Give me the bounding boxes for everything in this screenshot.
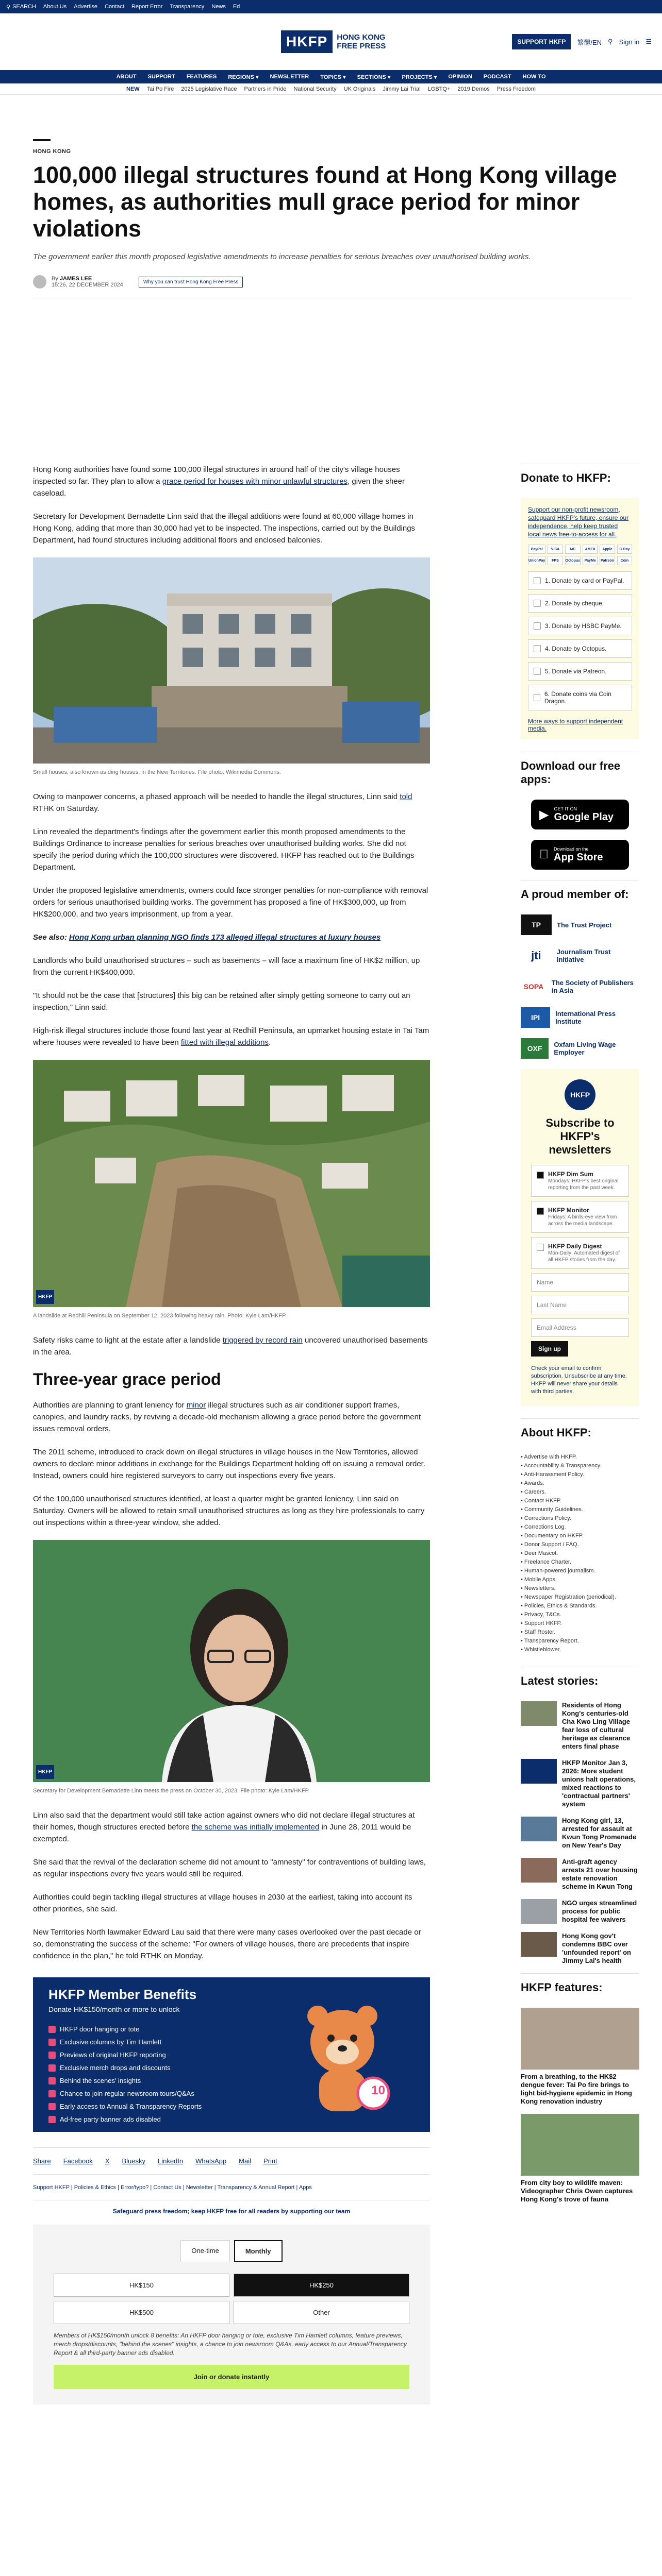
paragraph: Of the 100,000 unauthorised structures identified, at least a quarter might be granted leniency, Linn said on Saturday. Owners will be allowed to retain small unauthorised structures as long as they hire professionals to carry out inspections within a three-year window, she added.: [33, 1495, 425, 1527]
trending-item[interactable]: Tai Po Fire: [146, 86, 174, 92]
share-bar: [33, 2147, 430, 2175]
newsletter-title: Subscribe to HKFP's newsletters: [545, 1116, 615, 1156]
share-mail[interactable]: Mail: [239, 2157, 251, 2165]
section-heading: Three-year grace period: [33, 1370, 221, 1388]
paragraph: Linn also said that the department would still take action against owners who did not declare illegal structures at their homes, though structures erected before the scheme was initially implemented in June 28, 2011 would be exempted.: [33, 1811, 415, 1843]
ipi-logo[interactable]: IPI International Press Institute: [521, 1007, 639, 1028]
payment-icon: Apple: [600, 545, 615, 554]
donate-option-cheque[interactable]: 2. Donate by cheque.: [528, 594, 632, 613]
latest-story[interactable]: Anti-graft agency arrests 21 over housing estate renovation scheme in Kwun Tong: [521, 1858, 639, 1891]
figure-ding-houses: [33, 557, 430, 778]
feature-story[interactable]: From city boy to wildlife maven: Videographer Chris Owen captures Hong Kong's trove of fauna: [521, 2114, 639, 2204]
trending-item[interactable]: Press Freedom: [496, 86, 536, 92]
trust-badge[interactable]: Why you can trust Hong Kong Free Press: [139, 277, 243, 287]
about-link[interactable]: • Accountability & Transparency.: [521, 1462, 639, 1470]
nav-support[interactable]: SUPPORT: [147, 74, 175, 80]
share-linkedin[interactable]: LinkedIn: [158, 2157, 184, 2165]
donation-amounts: [54, 2274, 409, 2324]
about-link[interactable]: • Policies, Ethics & Standards.: [521, 1602, 639, 1611]
benefit-item: Exclusive merch drops and discounts: [48, 2061, 415, 2074]
topbar-link-advertise[interactable]: Advertise: [74, 4, 98, 10]
share-bluesky[interactable]: Bluesky: [122, 2157, 145, 2165]
benefit-item: Exclusive columns by Tim Hamlett: [48, 2036, 415, 2048]
about-link[interactable]: • Careers.: [521, 1488, 639, 1497]
nav-sections[interactable]: SECTIONS ▾: [357, 74, 391, 80]
see-also: See also: Hong Kong urban planning NGO finds 173 alleged illegal structures at luxury houses: [33, 933, 381, 942]
topbar-link-transparency[interactable]: Transparency: [170, 4, 205, 10]
benefit-item: Early access to Annual & Transparency Reports: [48, 2100, 415, 2113]
nav-features[interactable]: FEATURES: [186, 74, 217, 80]
join-donate-button[interactable]: Join or donate instantly: [54, 2365, 409, 2389]
topbar-link-about[interactable]: About Us: [43, 4, 67, 10]
about-link[interactable]: • Privacy, T&Cs.: [521, 1611, 639, 1619]
paragraph: The 2011 scheme, introduced to crack down on illegal structures in village houses in the New Territories, allowed owners to declare minor additions in exchange for the Buildings Department holding off on issuing a removal order. Instead, owners could hire registered surveyors to carry out inspections every five years.: [33, 1448, 425, 1480]
about-link[interactable]: • Freelance Charter.: [521, 1558, 639, 1567]
payment-icon: UnionPay: [528, 556, 545, 565]
features-title: HKFP features:: [521, 1973, 639, 2002]
site-logo[interactable]: [281, 30, 386, 53]
member-benefits-banner[interactable]: [33, 1977, 430, 2132]
topbar-link-news[interactable]: News: [211, 4, 226, 10]
donate-option-card[interactable]: 1. Donate by card or PayPal.: [528, 571, 632, 590]
play-store-icon: ▶: [539, 807, 549, 822]
figure-redhill: [33, 1060, 430, 1322]
member-title: HKFP Member Benefits: [48, 1987, 197, 2002]
hkfp-watermark: HKFP: [36, 1290, 54, 1304]
latest-title: Latest stories:: [521, 1667, 639, 1695]
main-nav: [0, 70, 662, 83]
support-hkfp-button[interactable]: SUPPORT HKFP: [512, 34, 571, 49]
payment-icon: Coin: [617, 556, 632, 565]
paragraph: Landlords who build unauthorised structures – such as basements – will face a maximum fine of HK$2 million, up from the current HK$400,000.: [33, 956, 420, 977]
payment-icon: PayPal: [528, 545, 545, 554]
signup-button[interactable]: Sign up: [531, 1341, 568, 1357]
trending-item[interactable]: 2019 Demos: [457, 86, 490, 92]
apple-icon: [539, 848, 549, 862]
search-link[interactable]: ⚲ SEARCH: [6, 4, 36, 10]
donate-box: [521, 498, 639, 739]
payment-icon: Patreon: [600, 556, 615, 565]
payment-icon: VISA: [548, 545, 562, 554]
paragraph: Owing to manpower concerns, a phased approach will be needed to handle the illegal structures, Linn said told RTHK on Saturday.: [33, 792, 412, 813]
payment-methods: [528, 545, 632, 565]
logo-mark: HKFP: [281, 30, 333, 53]
see-also-link[interactable]: Hong Kong urban planning NGO finds 173 alleged illegal structures at luxury houses: [69, 933, 381, 942]
member-of-title: A proud member of:: [521, 880, 639, 908]
photo-ding-houses: [33, 557, 430, 764]
feature-thumbnail: [521, 2008, 639, 2070]
about-link[interactable]: • Corrections Policy.: [521, 1514, 639, 1523]
newsletter-fine-print: Check your email to confirm subscription. Unsubscribe at any time. HKFP will never share your details with third parties.: [531, 1365, 627, 1395]
article-body: [33, 464, 430, 2404]
share-whatsapp[interactable]: WhatsApp: [195, 2157, 227, 2165]
trending-item[interactable]: UK Originals: [343, 86, 376, 92]
story-thumbnail: [521, 1817, 557, 1841]
amount-option-selected[interactable]: HK$250: [234, 2274, 409, 2297]
paragraph: New Territories North lawmaker Edward Lau said that there were many cases overlooked over the past decade or so, demonstrating the success of the scheme: "For owners of village houses, there are precedents that inspire confidence in the plan," he told RTHK on Monday.: [33, 1928, 421, 1960]
paragraph: Secretary for Development Bernadette Linn said that the illegal additions were found at 60,000 village homes in Hong Kong, adding that more than 30,000 had yet to be inspected. The inspections, carried out by the Buildings Department, had found structures including additional floors and enclosed balconies.: [33, 512, 416, 545]
donate-title: Donate to HKFP:: [521, 464, 639, 492]
search-icon: ⚲: [6, 4, 11, 10]
tab-one-time[interactable]: One-time: [180, 2240, 229, 2262]
about-link[interactable]: • Community Guidelines.: [521, 1505, 639, 1514]
figure-caption: Small houses, also known as ding houses, in the New Territories. File photo: Wikimedia Commons.: [33, 769, 281, 775]
photo-bernadette-linn: [33, 1540, 430, 1782]
about-link[interactable]: • Advertise with HKFP.: [521, 1453, 639, 1462]
benefit-item: HKFP door hanging or tote: [48, 2023, 415, 2036]
jti-logo[interactable]: jti Journalism Trust Initiative: [531, 948, 611, 963]
first-name-input[interactable]: Name: [531, 1273, 629, 1292]
donate-intro: [528, 505, 632, 538]
article-standfirst: The government earlier this month proposed legislative amendments to increase penalties for serious breaches over unauthorised building works.: [33, 252, 531, 261]
figure-linn: [33, 1540, 430, 1797]
benefit-item: Chance to join regular newsroom tours/Q&As: [48, 2087, 415, 2100]
about-links: [521, 1453, 639, 1654]
share-label: Share: [33, 2157, 51, 2165]
about-title: About HKFP:: [521, 1418, 639, 1447]
byline: [33, 275, 631, 298]
figure-caption: Secretary for Development Bernadette Linn meets the press on October 30, 2023. File photo: Kyle Lam/HKFP.: [33, 1788, 310, 1794]
press-conference-illustration: [33, 1540, 430, 1782]
story-thumbnail: [521, 1701, 557, 1726]
about-link[interactable]: • Documentary on HKFP.: [521, 1532, 639, 1540]
nav-topics[interactable]: TOPICS ▾: [320, 74, 346, 80]
paragraph: Hong Kong authorities have found some 100,000 illegal structures in around half of the city's village houses inspected so far. They plan to allow a grace period for houses with minor unlawful structures, given the sheer caseload.: [33, 465, 405, 498]
benefit-item: Previews of original HKFP reporting: [48, 2048, 415, 2061]
about-link[interactable]: • Contact HKFP.: [521, 1497, 639, 1505]
latest-story[interactable]: Hong Kong girl, 13, arrested for assault at Kwun Tong Promenade on New Year's Day: [521, 1817, 639, 1850]
landslide-illustration: [33, 1060, 430, 1307]
topbar-link-report-error[interactable]: Report Error: [131, 4, 163, 10]
village-houses-illustration: [33, 557, 430, 764]
paragraph: Safety risks came to light at the estate after a landslide triggered by record rain uncovered unauthorised basements in the area.: [33, 1336, 428, 1357]
byline-text: By JAMES LEE 15:26, 22 DECEMBER 2024: [52, 276, 123, 288]
about-link[interactable]: • Anti-Harassment Policy.: [521, 1470, 639, 1479]
email-input[interactable]: Email Address: [531, 1318, 629, 1337]
story-thumbnail: [521, 1932, 557, 1957]
latest-story[interactable]: HKFP Monitor Jan 3, 2026: More student unions halt operations, mixed reactions to 'contractual partners' system: [521, 1759, 639, 1808]
paragraph: Linn revealed the department's findings after the government earlier this month proposed amendments to the Buildings Ordinance to increase penalties for serious breaches over unauthorised building works. She did not specify the period during which the 100,000 structures were discovered. HKFP has reached out to the Buildings Department.: [33, 827, 415, 872]
donate-intro-link[interactable]: Support our non-profit newsroom, safeguard HKFP's future, ensure our independence, help keep trusted local news free-to-access for all.: [528, 506, 629, 538]
hkfp-watermark: HKFP: [36, 1765, 54, 1779]
header-actions: [512, 34, 652, 49]
about-link[interactable]: • Donor Support / FAQ.: [521, 1540, 639, 1549]
about-link[interactable]: • Newspaper Registration (periodical).: [521, 1593, 639, 1602]
newsletter-option-digest[interactable]: HKFP Daily Digest Mon-Daily: Automated digest of all HKFP stories from the day.: [531, 1237, 629, 1269]
benefit-item: Ad-free party banner ads disabled: [48, 2113, 415, 2126]
author-link[interactable]: JAMES LEE: [59, 276, 92, 282]
article-header: [33, 139, 631, 298]
figure-caption: A landslide at Redhill Peninsula on September 12, 2023 following heavy rain. Photo: Kyle Lam/HKFP.: [33, 1313, 287, 1319]
nav-opinion[interactable]: OPINION: [448, 74, 472, 80]
about-link[interactable]: • Staff Roster.: [521, 1628, 639, 1637]
site-header: [0, 13, 662, 70]
paragraph: "It should not be the case that [structures] this big can be retained after simply getting someone to carry out an inspection," Linn said.: [33, 991, 410, 1012]
latest-story[interactable]: Residents of Hong Kong's centuries-old Cha Kwo Ling Village fear loss of cultural heritage as clearance enters final phase: [521, 1701, 639, 1751]
payment-icon: PayMe: [583, 556, 598, 565]
article-category[interactable]: HONG KONG: [33, 148, 71, 155]
about-link[interactable]: • Corrections Log.: [521, 1523, 639, 1532]
donation-frequency-tabs: [54, 2240, 409, 2262]
inline-link[interactable]: fitted with illegal additions: [180, 1038, 269, 1047]
tab-monthly[interactable]: Monthly: [234, 2240, 283, 2262]
amount-option[interactable]: HK$150: [54, 2274, 229, 2297]
language-switch[interactable]: 繁體/EN: [577, 38, 602, 46]
paragraph: She said that the revival of the declaration scheme did not amount to "amnesty" for contraventions of building laws, as regular inspections every five years would still be required.: [33, 1858, 426, 1878]
latest-story[interactable]: NGO urges streamlined process for public hospital fee waivers: [521, 1899, 639, 1924]
member-subtitle: Donate HK$150/month or more to unlock: [48, 2005, 180, 2013]
nav-podcast[interactable]: PODCAST: [483, 74, 511, 80]
donate-option-payme[interactable]: 3. Donate by HSBC PayMe.: [528, 617, 632, 635]
paragraph: High-risk illegal structures include those found last year at Redhill Peninsula, an upmarket housing estate in Tai Tam where houses were revealed to have been fitted with illegal additions.: [33, 1026, 429, 1047]
google-play-badge[interactable]: ▶ GET IT ON Google Play: [531, 800, 629, 829]
share-print[interactable]: Print: [263, 2157, 277, 2165]
inline-link[interactable]: told: [400, 792, 412, 801]
feature-thumbnail: [521, 2114, 639, 2176]
author-avatar: [33, 275, 46, 289]
payment-icon: AMEX: [583, 545, 598, 554]
about-link[interactable]: • Newsletters.: [521, 1584, 639, 1593]
paragraph: Authorities could begin tackling illegal structures at village houses in 2030 at the earliest, taking into account its other priorities, she said.: [33, 1893, 412, 1913]
deer-mascot-icon: [291, 1993, 394, 2116]
amount-option[interactable]: HK$500: [54, 2301, 229, 2324]
about-link[interactable]: • Support HKFP.: [521, 1619, 639, 1628]
about-link[interactable]: • Whistleblower.: [521, 1646, 639, 1654]
topbar-link-contact[interactable]: Contact: [105, 4, 124, 10]
app-store-badge[interactable]: Download on the App Store: [531, 840, 629, 870]
inline-link[interactable]: minor: [186, 1401, 206, 1410]
trust-project-logo[interactable]: TP The Trust Project: [521, 914, 639, 935]
top-utility-bar: [0, 0, 662, 13]
trending-item[interactable]: Jimmy Lai Trial: [383, 86, 421, 92]
about-link[interactable]: • Deer Mascot.: [521, 1549, 639, 1558]
about-link[interactable]: • Human-powered journalism.: [521, 1567, 639, 1575]
share-x[interactable]: X: [105, 2157, 110, 2165]
nav-regions[interactable]: REGIONS ▾: [228, 74, 259, 80]
story-thumbnail: [521, 1899, 557, 1924]
amount-option-other[interactable]: Other: [234, 2301, 409, 2324]
about-link[interactable]: • Awards.: [521, 1479, 639, 1488]
nav-about[interactable]: ABOUT: [116, 74, 137, 80]
search-icon[interactable]: ⚲: [608, 38, 613, 45]
about-link[interactable]: • Transparency Report.: [521, 1637, 639, 1646]
newsletter-logo: HKFP: [565, 1079, 595, 1110]
sidebar: [521, 464, 639, 2212]
benefit-item: Behind the scenes' insights: [48, 2074, 415, 2087]
nav-how-to[interactable]: HOW TO: [522, 74, 546, 80]
trending-item[interactable]: National Security: [293, 86, 337, 92]
oxfam-logo[interactable]: OXF Oxfam Living Wage Employer: [521, 1038, 639, 1059]
about-link[interactable]: • Mobile Apps.: [521, 1575, 639, 1584]
trending-bar: [0, 83, 662, 95]
trending-item[interactable]: Partners in Pride: [244, 86, 287, 92]
donation-widget: [33, 2225, 430, 2404]
donate-option-octopus[interactable]: 4. Donate by Octopus.: [528, 639, 632, 658]
last-name-input[interactable]: Last Name: [531, 1296, 629, 1314]
newsletter-box: [521, 1069, 639, 1406]
anniversary-badge: 10: [371, 2083, 385, 2097]
inline-link[interactable]: the scheme was initially implemented: [191, 1823, 320, 1832]
latest-story[interactable]: Hong Kong gov't condemns BBC over 'unfounded report' on Jimmy Lai's health: [521, 1932, 639, 1965]
donate-option-patreon[interactable]: 5. Donate via Patreon.: [528, 662, 632, 681]
signin-link[interactable]: Sign in: [619, 38, 640, 46]
article-title: 100,000 illegal structures found at Hong Kong village homes, as authorities mull grace period for minor violations: [33, 162, 617, 242]
payment-icon: MC: [565, 545, 581, 554]
support-links-row[interactable]: Support HKFP | Policies & Ethics | Error/typo? | Contact Us | Newsletter | Transparency & Annual Report | Apps: [33, 2182, 430, 2200]
latest-stories: [521, 1701, 639, 1965]
trending-item[interactable]: LGBTQ+: [427, 86, 451, 92]
title-rule: [33, 139, 51, 141]
menu-icon[interactable]: ☰: [646, 38, 652, 45]
photo-redhill-landslide: [33, 1060, 430, 1307]
payment-icon: G Pay: [617, 545, 632, 554]
donation-note: Members of HK$150/month unlock 8 benefits: An HKFP door hanging or tote, exclusive Tim Hamlett columns, feature previews, merch drops/discounts, "behind the scenes" insights, a chance to join newsroom Q&As, early access to our Annual/Transparency Report & all third-party banner ads disabled.: [54, 2332, 407, 2357]
logo-text: HONG KONG FREE PRESS: [337, 33, 386, 50]
paragraph: Under the proposed legislative amendments, owners could face stronger penalties for non-compliance with removal orders for serious unauthorised building works. The government has proposed a fine of HK$300,000, up from HK$200,000, and two years imprisonment, up from a year.: [33, 886, 428, 919]
share-facebook[interactable]: Facebook: [63, 2157, 93, 2165]
payment-icon: Octopus: [565, 556, 581, 565]
apps-title: Download our free apps:: [521, 752, 639, 793]
safeguard-message: Safeguard press freedom; keep HKFP free for all readers by supporting our team: [112, 2208, 351, 2215]
newsletter-option-monitor[interactable]: HKFP Monitor Fridays: A birds-eye view from across the media landscape.: [531, 1201, 629, 1233]
donate-option-coins[interactable]: 6. Donate coins via Coin Dragon.: [528, 685, 632, 710]
trending-new-label: NEW: [126, 86, 140, 92]
topbar-link-ed[interactable]: Ed: [233, 4, 240, 10]
story-thumbnail: [521, 1858, 557, 1883]
payment-icon: FPS: [548, 556, 562, 565]
story-thumbnail: [521, 1759, 557, 1784]
nav-newsletter[interactable]: NEWSLETTER: [270, 74, 309, 80]
nav-projects[interactable]: PROJECTS ▾: [402, 74, 437, 80]
more-ways-link[interactable]: More ways to support independent media.: [528, 718, 623, 732]
trending-item[interactable]: 2025 Legislative Race: [181, 86, 237, 92]
paragraph: Authorities are planning to grant leniency for minor illegal structures such as air conditioner support frames, canopies, and laundry racks, by reviving a decade-old mechanism allowing a grace period before the government issues removal orders.: [33, 1401, 421, 1433]
feature-story[interactable]: From a breathing, to the HK$2 dengue fever: Tai Po fire brings to light bid-hygiene epidemic in Hong Kong renovation industry: [521, 2008, 639, 2106]
publish-date: 15:26, 22 DECEMBER 2024: [52, 282, 123, 288]
inline-link[interactable]: triggered by record rain: [222, 1336, 303, 1345]
newsletter-option-dimsum[interactable]: HKFP Dim Sum Mondays: HKFP's best original reporting from the past week.: [531, 1165, 629, 1197]
inline-link[interactable]: grace period for houses with minor unlawful structures: [162, 477, 348, 486]
sopa-logo[interactable]: SOPA The Society of Publishers in Asia: [523, 979, 634, 994]
